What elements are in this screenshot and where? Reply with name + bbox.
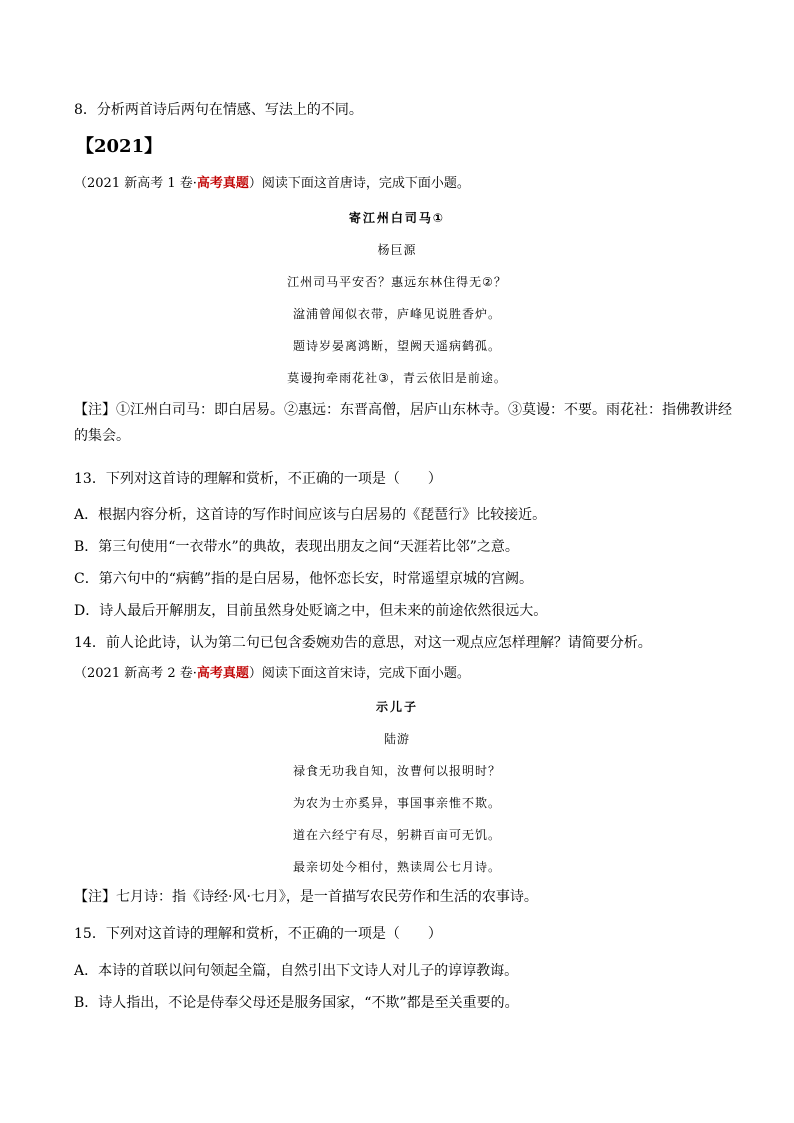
poem1-line: 题诗岁晏离鸿断，望阙天遥病鹤孤。 xyxy=(292,339,501,353)
section1-intro-prefix: （2021 新高考 1 卷· xyxy=(74,176,197,191)
q13-option-b: B．第三句使用“一衣带水”的典故，表现出朋友之间“天涯若比邻”之意。 xyxy=(74,539,519,555)
poem1-title: 寄江州白司马① xyxy=(348,211,446,225)
question-8: 8．分析两首诗后两句在情感、写法上的不同。 xyxy=(74,102,363,118)
section2-intro-suffix: ）阅读下面这首宋诗，完成下面小题。 xyxy=(248,666,470,681)
section2-intro xyxy=(74,664,470,684)
section2-source-label: 高考真题 xyxy=(196,666,249,681)
q13-option-a: A．根据内容分析，这首诗的写作时间应该与白居易的《琵琶行》比较接近。 xyxy=(74,507,547,523)
q15-option-a: A．本诗的首联以问句领起全篇，自然引出下文诗人对儿子的谆谆教诲。 xyxy=(74,963,519,979)
poem2-line: 禄食无功我自知，汝曹何以报明时？ xyxy=(292,764,501,778)
section1-intro-suffix: ）阅读下面这首唐诗，完成下面小题。 xyxy=(248,176,470,191)
question-14: 14．前人论此诗，认为第二句已包含委婉劝告的意思，对这一观点应怎样理解？请简要分析。 xyxy=(74,635,652,651)
poem2-line: 为农为士亦奚异，事国事亲惟不欺。 xyxy=(292,796,501,810)
poem1-line: 莫谩拘牵雨花社③，青云依旧是前途。 xyxy=(287,371,507,385)
poem1-line: 江州司马平安否？惠远东林住得无②？ xyxy=(287,275,507,289)
poem1-author: 杨巨源 xyxy=(377,243,417,257)
q13-option-d: D．诗人最后开解朋友，目前虽然身处贬谪之中，但未来的前途依然很远大。 xyxy=(74,603,548,619)
poem2-title: 示儿子 xyxy=(375,700,418,714)
poem2-author: 陆游 xyxy=(383,732,410,746)
q13-option-c: C．第六句中的“病鹤”指的是白居易，他怀恋长安，时常遥望京城的宫阙。 xyxy=(74,571,534,587)
poem2-line: 最亲切处今相付，熟读周公七月诗。 xyxy=(292,860,501,874)
poem2-note: 【注】七月诗：指《诗经·风·七月》，是一首描写农民劳作和生活的农事诗。 xyxy=(74,889,538,905)
poem1-line: 湓浦曾闻似衣带，庐峰见说胜香炉。 xyxy=(292,307,501,321)
q15-option-b: B．诗人指出，不论是侍奉父母还是服务国家，“不欺”都是至关重要的。 xyxy=(74,995,519,1011)
poem1-note: 【注】①江州白司马：即白居易。②惠远：东晋高僧，居庐山东林寺。③莫谩：不要。雨花社：指佛教讲经的集会。 xyxy=(74,402,732,444)
section1-source-label: 高考真题 xyxy=(196,176,249,191)
poem2-line: 道在六经宁有尽，躬耕百亩可无饥。 xyxy=(292,828,501,842)
section1-intro xyxy=(74,174,470,194)
question-13: 13．下列对这首诗的理解和赏析，不正确的一项是（ ） xyxy=(74,471,442,487)
year-heading: 【2021】 xyxy=(76,136,163,157)
question-15: 15．下列对这首诗的理解和赏析，不正确的一项是（ ） xyxy=(74,926,442,942)
section2-intro-prefix: （2021 新高考 2 卷· xyxy=(74,666,197,681)
